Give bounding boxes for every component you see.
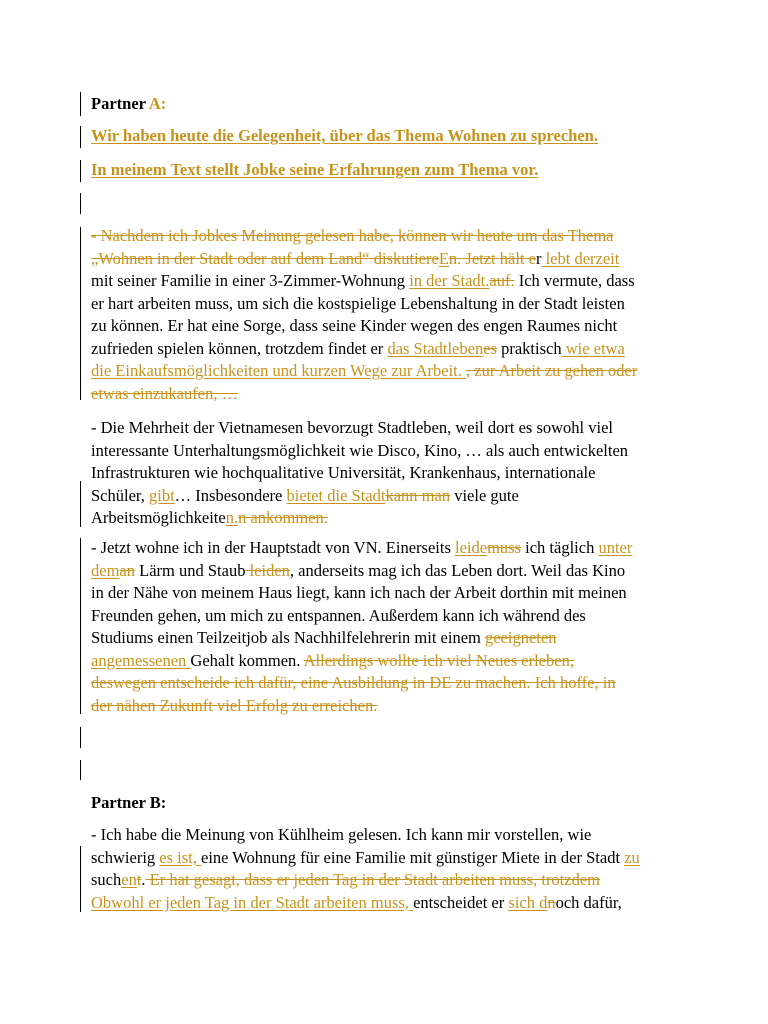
- inserted-text: In meinem Text stellt Jobke seine Erfahrungen zum Thema vor.: [91, 160, 539, 179]
- change-bar: [80, 126, 81, 148]
- text-line: [91, 383, 637, 406]
- change-bar: [80, 92, 81, 116]
- body-text: … Insbesondere: [174, 485, 287, 505]
- body-text: .: [141, 870, 146, 889]
- deleted-text: leiden: [245, 560, 290, 580]
- text-line: [91, 462, 628, 485]
- partner-letter: A:: [148, 94, 167, 113]
- deleted-text: kann man: [385, 485, 451, 505]
- change-bar: [80, 160, 81, 182]
- text-line: [91, 695, 632, 718]
- inserted-text: bietet die Stadt: [286, 485, 386, 505]
- body-text: , anderseits mag ich das Leben dort. Weil das Kino: [289, 560, 626, 580]
- inserted-text: in der Stadt.: [409, 271, 490, 290]
- inserted-text: leide: [455, 538, 488, 557]
- body-text: entscheidet er: [413, 892, 509, 912]
- body-text: viele gute: [450, 485, 519, 505]
- text-line: [91, 225, 637, 248]
- deleted-text: t: [136, 870, 142, 889]
- body-text: ich täglich: [521, 538, 599, 557]
- body-text: Arbeitsmöglichkeite: [91, 508, 226, 527]
- body-text: zufrieden spielen können, trotzdem findet er: [91, 338, 388, 358]
- paragraph: [91, 537, 632, 717]
- change-bar: [80, 227, 81, 400]
- inserted-text: E: [438, 248, 449, 268]
- text-line: [91, 627, 632, 650]
- deleted-text: , zur Arbeit zu gehen oder: [466, 361, 638, 380]
- body-text: - Die Mehrheit der Vietnamesen bevorzugt Stadtleben, weil dort es sowohl viel: [91, 418, 613, 437]
- paragraph: [91, 824, 640, 914]
- inserted-text: die Einkaufsmöglichkeiten und kurzen Wege zur Arbeit.: [91, 361, 467, 380]
- text-line: [91, 293, 637, 316]
- deleted-text: Allerdings wollte ich viel Neues erleben,: [303, 650, 574, 670]
- inserted-text: sich: [508, 892, 540, 912]
- body-text: in der Nähe von meinem Haus liegt, kann ich nach der Arbeit dorthin mit meinen: [91, 583, 627, 602]
- deleted-text: n. Jetzt hält e: [448, 248, 536, 268]
- text-line: [91, 248, 637, 271]
- body-text: Infrastrukturen wie hochqualitative Universität, Krankenhaus, internationale: [91, 463, 596, 482]
- body-text: praktisch: [496, 338, 562, 358]
- body-text: interessante Unterhaltungsmöglichkeit wie Disco, Kino, … als auch entwickelten: [91, 440, 629, 460]
- text-line: [91, 847, 640, 870]
- body-text: eine Wohnung für eine Familie mit günstiger Miete in der Stadt: [201, 847, 625, 867]
- deleted-text: an: [119, 560, 135, 580]
- change-bar: [80, 846, 81, 912]
- inserted-text: das Stadtleben: [387, 338, 484, 358]
- body-text: such: [91, 870, 122, 889]
- inserted-text: angemessenen: [91, 650, 191, 670]
- partner-label: Partner B:: [91, 793, 167, 812]
- text-line: [91, 315, 637, 338]
- intro-line: [91, 159, 538, 182]
- inserted-text: lebt derzeit: [541, 248, 620, 268]
- inserted-text: unter: [598, 538, 633, 557]
- deleted-text: - Nachdem ich Jobkes Meinung gelesen habe, können wir heute um das Thema: [91, 226, 614, 245]
- body-text: r: [535, 248, 542, 268]
- deleted-text: muss: [487, 538, 522, 557]
- inserted-text: en: [121, 870, 137, 889]
- text-line: [91, 485, 628, 508]
- change-bar: [80, 538, 81, 714]
- inserted-text: es ist,: [159, 847, 201, 867]
- text-line: [91, 605, 632, 628]
- body-text: Freunden gehen, um mich zu entspannen. Außerdem kann ich während des: [91, 605, 586, 625]
- text-line: [91, 560, 632, 583]
- paragraph: [91, 225, 637, 405]
- partner-a-heading: [91, 93, 166, 116]
- deleted-text: n ankommen.: [238, 508, 328, 527]
- inserted-text: Obwohl er jeden Tag in der Stadt arbeiten muss,: [91, 892, 414, 912]
- change-bar: [80, 727, 81, 748]
- text-line: [91, 270, 637, 293]
- body-text: - Ich habe die Meinung von Kühlheim gelesen. Ich kann mir vorstellen, wie: [91, 825, 592, 844]
- body-text: Lärm und Staub: [135, 560, 246, 580]
- inserted-text: dem: [91, 560, 120, 580]
- intro-line: [91, 125, 598, 148]
- text-line: [91, 440, 628, 463]
- deleted-text: geeigneten: [484, 628, 557, 647]
- text-line: [91, 824, 640, 847]
- text-line: [91, 892, 640, 915]
- inserted-text: zu: [624, 847, 640, 867]
- body-text: er hart arbeiten muss, um sich die kostspielige Lebenshaltung in der Stadt leisten: [91, 293, 625, 313]
- inserted-text: Wir haben heute die Gelegenheit, über das Thema Wohnen zu sprechen.: [91, 126, 598, 145]
- text-line: [91, 507, 628, 530]
- body-text: - Jetzt wohne ich in der Hauptstadt von VN. Einerseits: [91, 538, 455, 557]
- deleted-text: n: [547, 892, 556, 912]
- text-line: [91, 582, 632, 605]
- inserted-text: gibt: [149, 485, 175, 505]
- paragraph: [91, 417, 628, 530]
- deleted-text: etwas einzukaufen, …: [91, 383, 239, 403]
- text-line: [91, 672, 632, 695]
- change-bar: [80, 481, 81, 527]
- partner-label: Partner: [91, 94, 149, 113]
- change-bar: [80, 760, 81, 780]
- deleted-text: Er hat gesagt, dass er jeden Tag in der Stadt arbeiten muss, trotzdem: [145, 870, 600, 889]
- deleted-text: deswegen entscheide ich dafür, eine Ausbildung in DE zu machen. Ich hoffe, in: [91, 673, 616, 692]
- text-line: [91, 537, 632, 560]
- body-text: Studiums einen Teilzeitjob als Nachhilfelehrerin mit einem: [91, 628, 485, 647]
- deleted-text: es: [483, 338, 497, 358]
- text-line: [91, 869, 640, 892]
- body-text: Ich vermute, dass: [514, 271, 635, 290]
- deleted-text: auf.: [489, 271, 515, 290]
- change-bar: [80, 193, 81, 214]
- body-text: Gehalt kommen.: [190, 650, 304, 670]
- inserted-text: d: [539, 892, 548, 912]
- inserted-text: n.: [225, 508, 239, 527]
- body-text: mit seiner Familie in einer 3-Zimmer-Wohnung: [91, 271, 410, 290]
- body-text: och dafür,: [555, 892, 622, 912]
- body-text: schwierig: [91, 847, 160, 867]
- body-text: Schüler,: [91, 485, 149, 505]
- text-line: [91, 360, 637, 383]
- text-line: [91, 417, 628, 440]
- text-line: [91, 338, 637, 361]
- inserted-text: wie etwa: [561, 338, 625, 358]
- body-text: zu können. Er hat eine Sorge, dass seine Kinder wegen des engen Raumes nicht: [91, 316, 618, 335]
- partner-b-heading: [91, 792, 166, 815]
- deleted-text: der nähen Zukunft viel Erfolg zu erreichen.: [91, 695, 378, 715]
- deleted-text: „Wohnen in der Stadt oder auf dem Land“ diskutiere: [91, 248, 439, 268]
- text-line: [91, 650, 632, 673]
